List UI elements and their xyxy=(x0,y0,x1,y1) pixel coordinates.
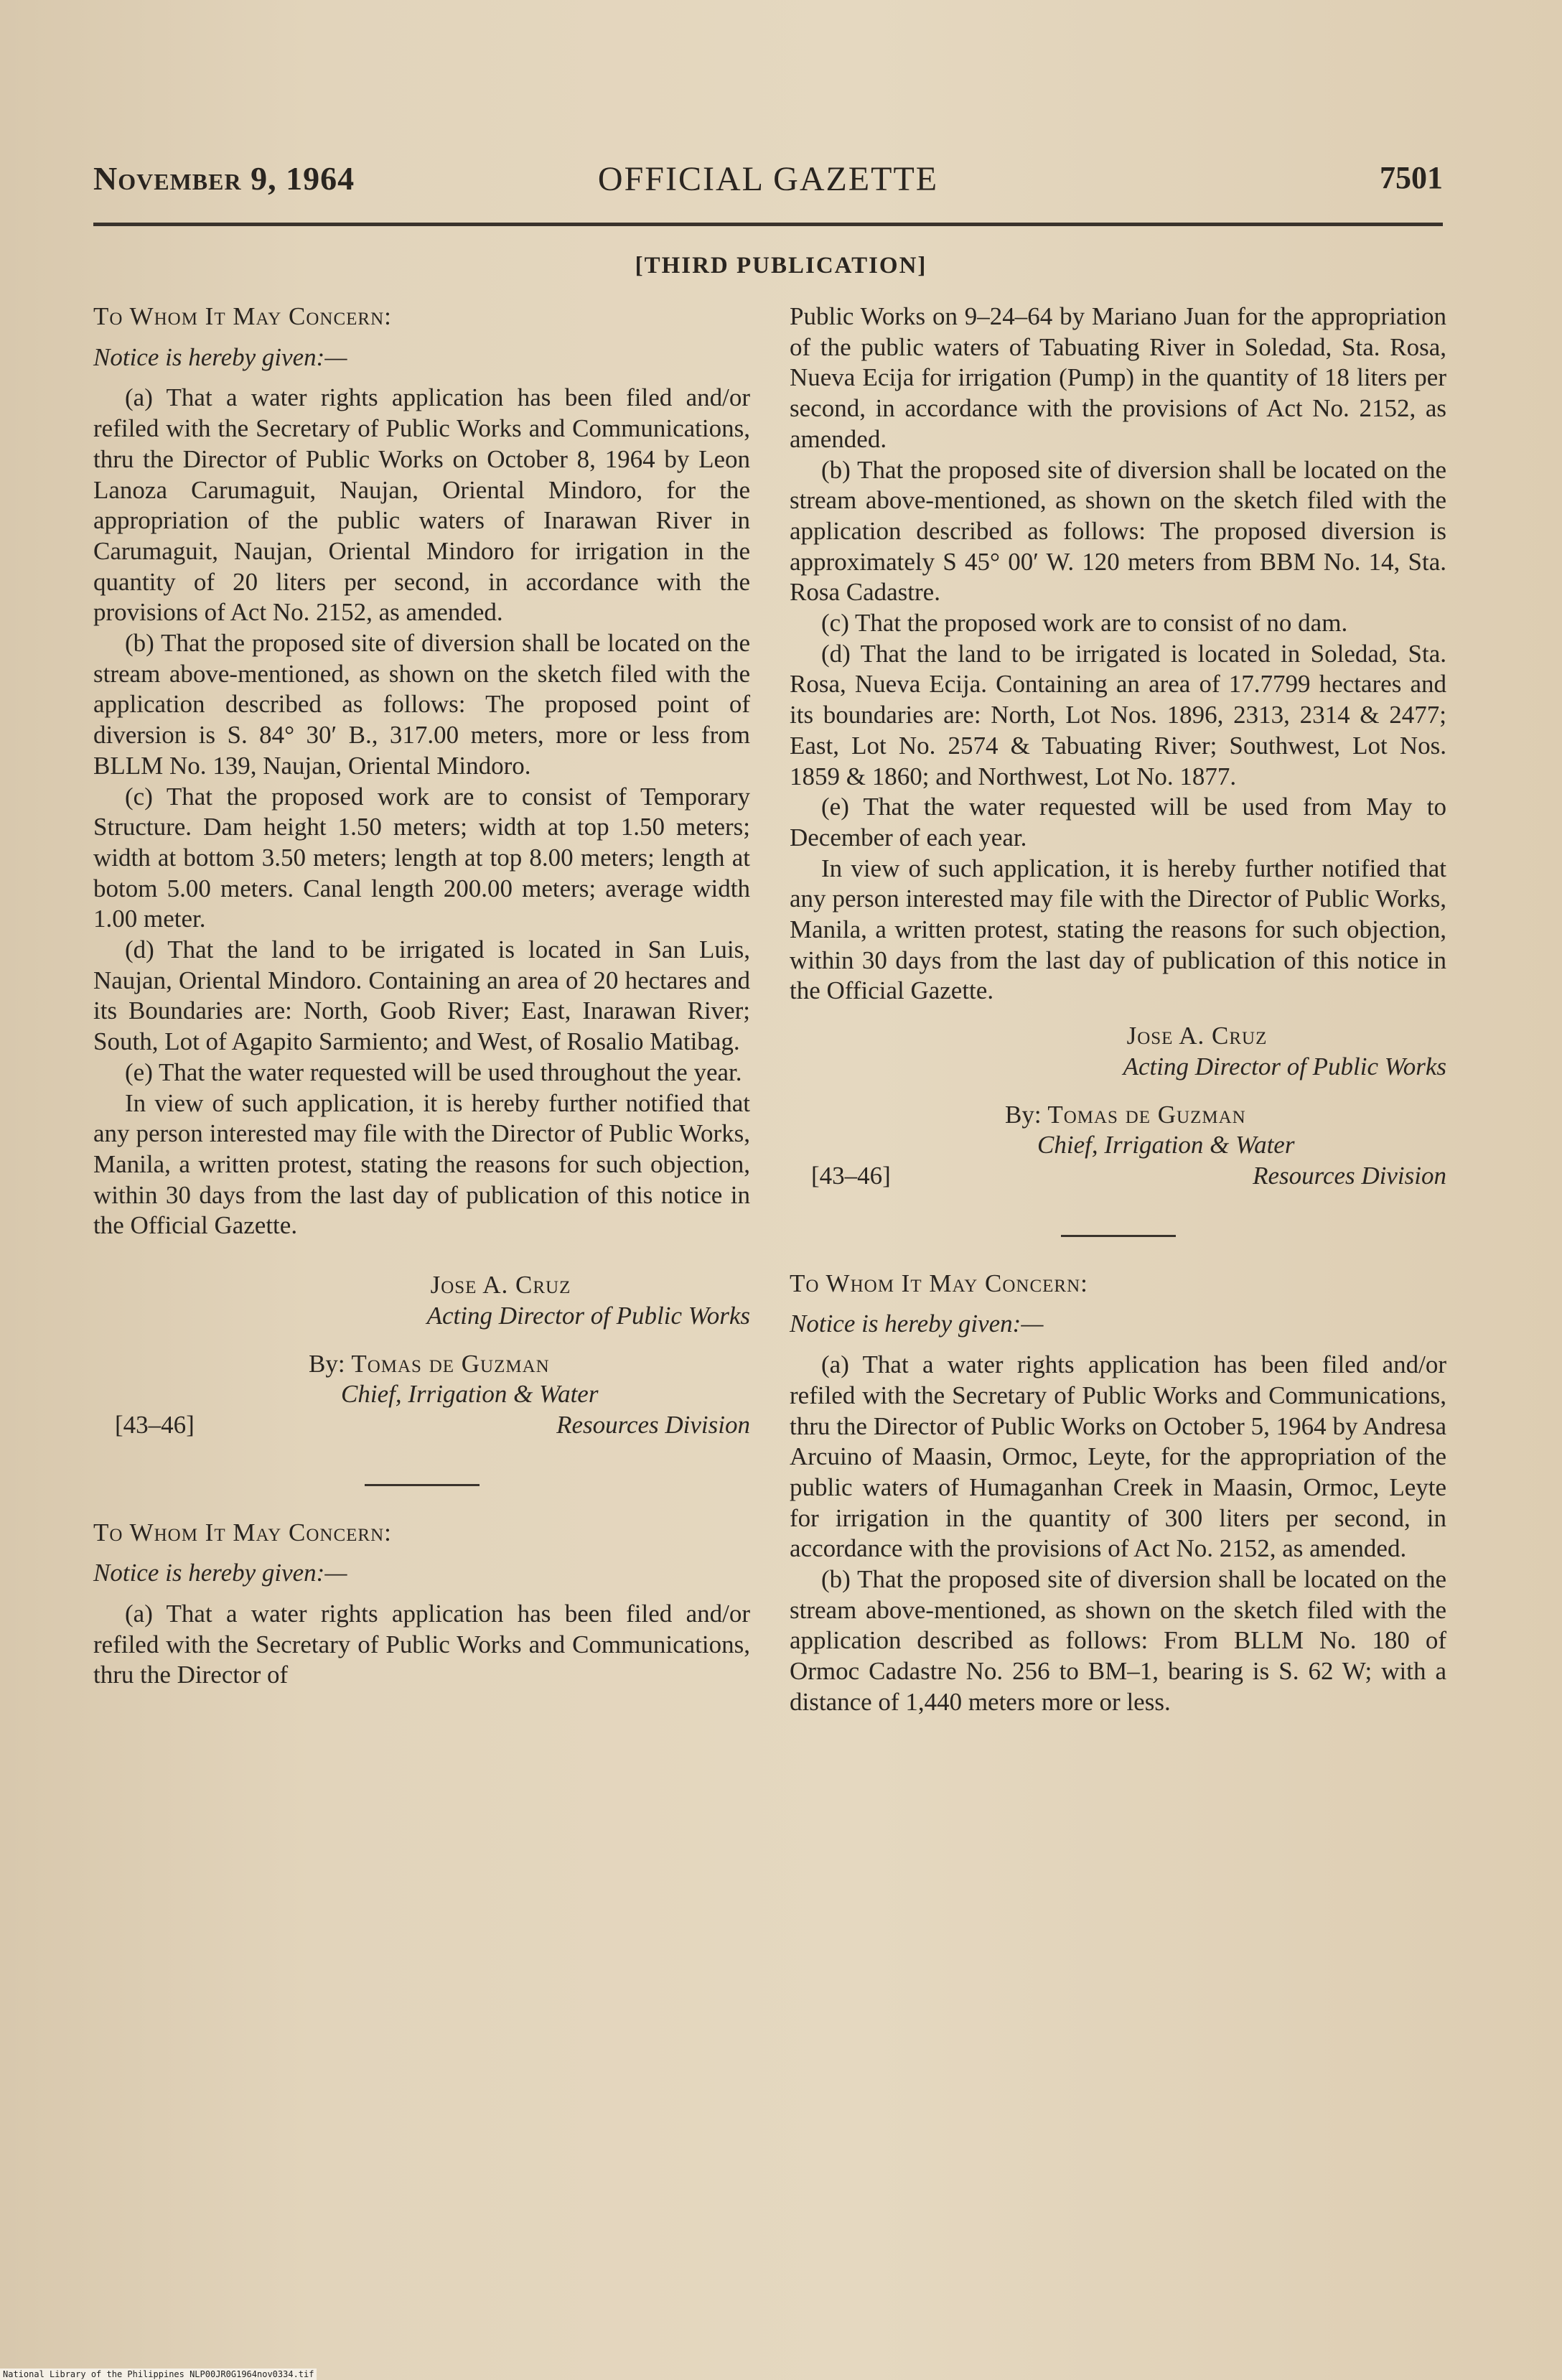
notice2-closing: In view of such application, it is hereby further notified that any person interested may file with the Director of Public Works, Manila, a written protest, stating the reasons for such objection, within 30 days from the last day of publication of this notice in the Official Gazette. xyxy=(790,854,1446,1005)
header-date: November 9, 1964 xyxy=(93,160,355,197)
notice2-para-a-start: (a) That a water rights application has been filed and/or refiled with the Secretary of Public Works and Communications, thru the Director of xyxy=(93,1600,750,1689)
notice-divider xyxy=(1061,1235,1176,1237)
page-number: 7501 xyxy=(1380,160,1443,195)
left-column xyxy=(93,302,750,2362)
notice3-greeting: To Whom It May Concern: xyxy=(790,1269,1088,1297)
notice1-signer: Jose A. Cruz xyxy=(430,1271,571,1299)
notice1-by-name: Tomas de Guzman xyxy=(351,1349,550,1378)
notice1-by-title-2: Resources Division xyxy=(556,1410,750,1439)
notice2-greeting: To Whom It May Concern: xyxy=(93,1518,392,1546)
notice-divider xyxy=(365,1484,480,1486)
notice1-closing: In view of such application, it is hereby further notified that any person interested may file with the Director of Public Works, Manila, a written protest, stating the reasons for such objection, within 30 days from the last day of publication of this notice in the Official Gazette. xyxy=(93,1088,750,1240)
notice1-para-b: (b) That the proposed site of diversion shall be located on the stream above-mentioned, as shown on the sketch filed with the application described as follows: The proposed point of diversion is S. 84° 30′ B., 317.00 meters, more or less from BLLM No. 139, Naujan, Oriental Mindoro. xyxy=(93,629,750,780)
notice2-para-c: (c) That the proposed work are to consist of no dam. xyxy=(821,609,1348,638)
notice2-by-title-1: Chief, Irrigation & Water xyxy=(1037,1131,1295,1159)
notice2-by-label: By: xyxy=(1005,1100,1042,1129)
notice1-para-c: (c) That the proposed work are to consist of Temporary Structure. Dam height 1.50 meters; width at top 1.50 meters; width at bottom 3.50 meters; length at top 8.00 meters; length at botom 5.00 meters. Canal length 200.00 meters; average width 1.00 meter. xyxy=(93,782,750,933)
notice2-by-line xyxy=(790,1100,1446,1131)
notice2-code: [43–46] xyxy=(811,1161,891,1190)
notice1-by-title-1: Chief, Irrigation & Water xyxy=(341,1380,599,1409)
notice1-signature xyxy=(93,1270,750,1441)
notice1-para-a: (a) That a water rights application has been filed and/or refiled with the Secretary of Public Works and Communications, thru the Director of Public Works on October 8, 1964 by Leon Lanoza Carumaguit, Naujan, Oriental Mindoro, for the appropriation of the public waters of Inarawan River in Carumaguit, Naujan, Oriental Mindoro for irrigation in the quantity of 20 liters per second, in accordance with the provisions of Act No. 2152, as amended. xyxy=(93,383,750,627)
notice2-para-e: (e) That the water requested will be used from May to December of each year. xyxy=(790,793,1446,851)
notice2-by-name: Tomas de Guzman xyxy=(1047,1100,1246,1129)
notice1-intro: Notice is hereby given:— xyxy=(93,342,347,371)
notice3-para-a: (a) That a water rights application has been filed and/or refiled with the Secretary of Public Works and Communications, thru the Director of Public Works on October 5, 1964 by Andresa Arcuino of Maasin, Ormoc, Leyte, for the appropriation of the public waters of Humaganhan Creek in Maasin, Ormoc, Leyte for irrigation in the quantity of 300 liters per second, in accordance with the provisions of Act No. 2152, as amended. xyxy=(790,1350,1446,1563)
notice3-intro: Notice is hereby given:— xyxy=(790,1310,1044,1338)
notice1-greeting: To Whom It May Concern: xyxy=(93,302,392,330)
notice3-para-b: (b) That the proposed site of diversion shall be located on the stream above-mentioned, as shown on the sketch filed with the application described as follows: From BLLM No. 180 of Ormoc Cadastre No. 256 to BM–1, bearing is S. 62 W; with a distance of 1,440 meters more or less. xyxy=(790,1565,1446,1716)
header-rule xyxy=(93,223,1443,226)
notice1-code: [43–46] xyxy=(115,1410,195,1439)
page-header xyxy=(93,159,1443,210)
header-title: OFFICIAL GAZETTE xyxy=(597,160,939,198)
notice2-intro: Notice is hereby given:— xyxy=(93,1559,347,1587)
notice2-signer: Jose A. Cruz xyxy=(1126,1022,1268,1050)
notice1-signer-title: Acting Director of Public Works xyxy=(426,1301,750,1330)
notice2-para-b: (b) That the proposed site of diversion shall be located on the stream above-mentioned, as shown on the sketch filed with the application described as follows: The proposed diversion is approximately S 45° 00′ W. 120 meters from BBM No. 14, Sta. Rosa Cadastre. xyxy=(790,455,1446,607)
notice1-by-label: By: xyxy=(309,1349,345,1378)
right-column xyxy=(790,302,1446,2362)
notice1-para-e: (e) That the water requested will be used throughout the year. xyxy=(125,1058,742,1086)
notice1-by-line xyxy=(93,1349,750,1380)
notice2-signature xyxy=(790,1021,1446,1192)
notice2-para-a-cont: Public Works on 9–24–64 by Mariano Juan for the appropriation of the public waters of Tabuating River in Soledad, Sta. Rosa, Nueva Ecija for irrigation (Pump) in the quantity of 18 liters per second, in accordance with the provisions of Act No. 2152, as amended. xyxy=(790,302,1446,453)
notice2-by-title-2: Resources Division xyxy=(1253,1161,1446,1190)
publication-note: [THIRD PUBLICATION] xyxy=(635,253,927,279)
notice2-para-d: (d) That the land to be irrigated is located in Soledad, Sta. Rosa, Nueva Ecija. Containing an area of 17.7799 hectares and its boundaries are: North, Lot Nos. 1896, 2313, 2314 & 2477; East, Lot No. 2574 & Tabuating River; Southwest, Lot Nos. 1859 & 1860; and Northwest, Lot No. 1877. xyxy=(790,639,1446,790)
notice2-signer-title: Acting Director of Public Works xyxy=(1123,1052,1446,1081)
scan-footer: National Library of the Philippines NLP00JR0G1964nov0334.tif xyxy=(0,2369,317,2380)
notice1-para-d: (d) That the land to be irrigated is located in San Luis, Naujan, Oriental Mindoro. Containing an area of 20 hectares and its Boundaries are: North, Goob River; East, Inarawan River; South, Lot of Agapito Sarmiento; and West, of Rosalio Matibag. xyxy=(93,935,750,1056)
